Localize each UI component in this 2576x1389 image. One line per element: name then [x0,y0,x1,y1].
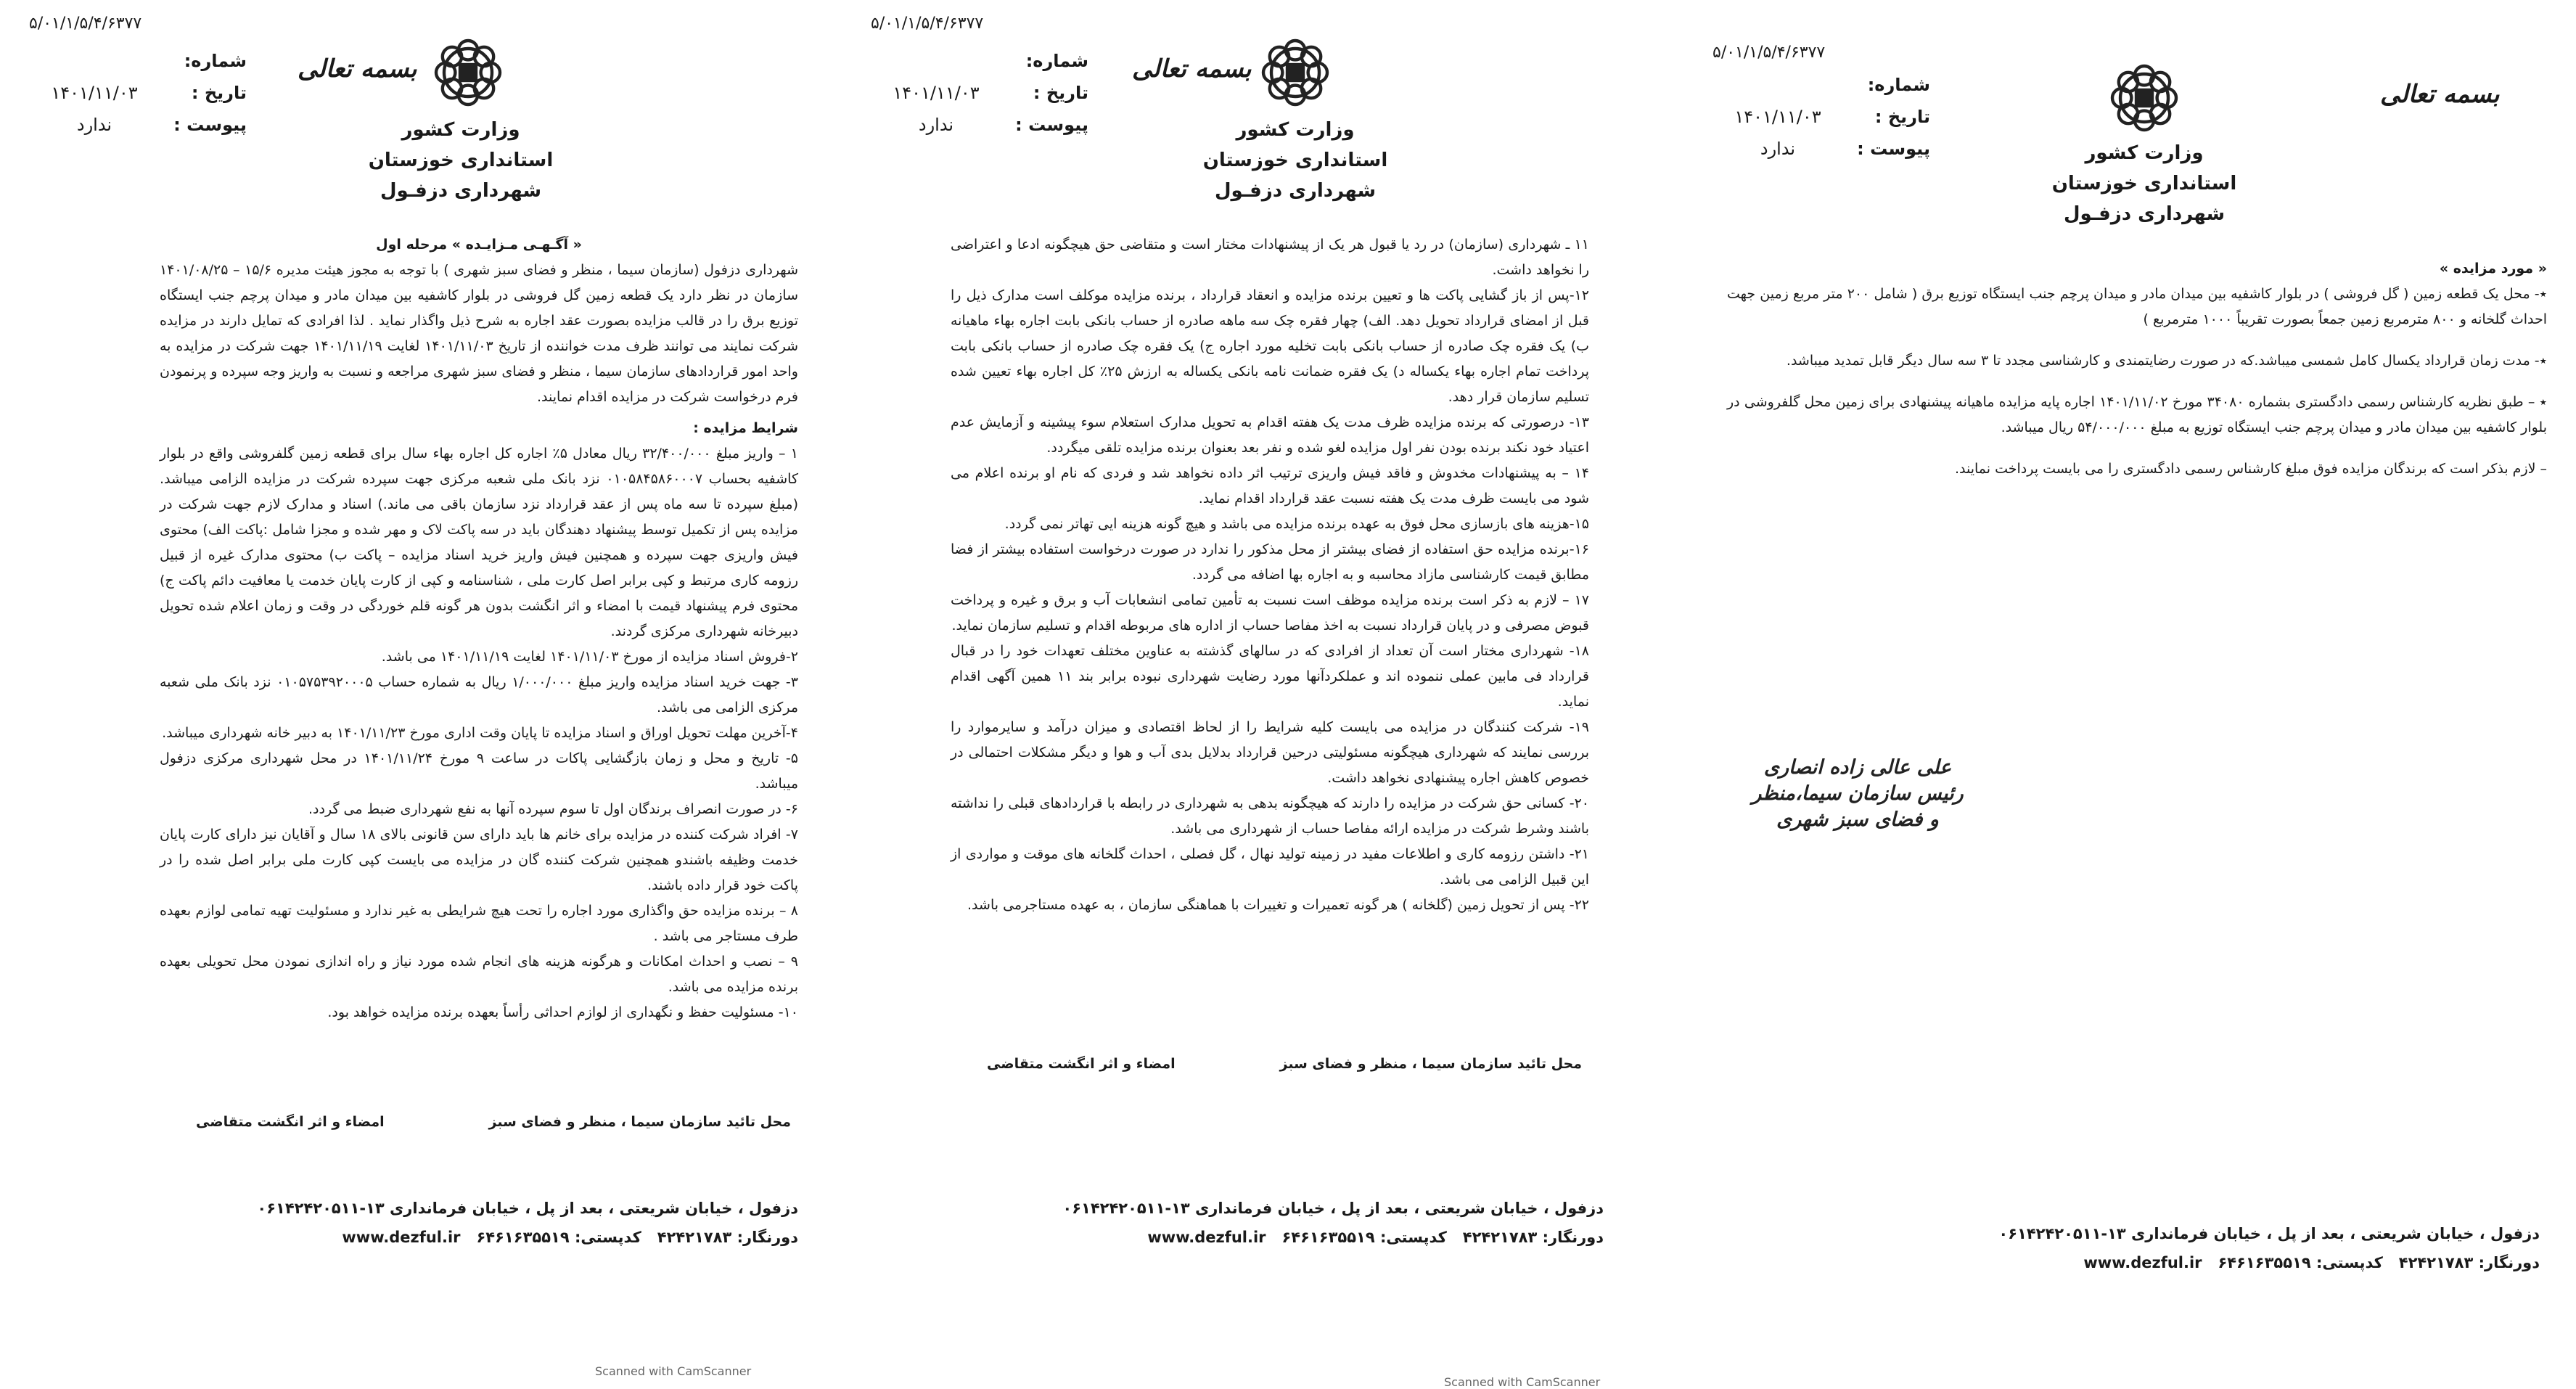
condition-item: ۱ – واریز مبلغ ۳۲/۴۰۰/۰۰۰ ریال معادل ۵٪ اجاره کل اجاره بهاء سال برای قطعه زمین گلفروشی واقع در بلوار کاشفیه بحساب ۰۱۰۵۸۴۵۸۶۰۰۰۷ نزد بانک ملی شعبه مرکزی جهت سپرده شرکت در مزایده الزامی میباشد.(مبلغ سپرده تا سه ماه پس از عقد قرارداد نزد سازمان باقی می ماند.) اسناد و مدارک لازم جهت شرکت در مزایده پس از تکمیل توسط پیشنهاد دهندگان باید در سه پاکت لاک و مهر شده و مجزا شامل :پاکت الف) محتوی فیش واریزی جهت سپرده و همچنین فیش واریز خرید اسناد مزایده – پاکت ب) محتوی مدارک غیره از قبیل رزومه کاری مرتبط و کپی برابر اصل کارت ملی ، شناسنامه و کپی از کارت پایان خدمت یا معافیت دائم پاکت ج) محتوی فرم پیشنهاد قیمت با امضاء و اثر انگشت بدون هر گونه قلم خوردگی در وقت و زمان اعلام شده تحویل دبیرخانه شهرداری مرکزی گردند. [160,446,798,639]
conditions-title: شرایط مزایده : [693,420,798,436]
condition-item: ۲۲- پس از تحویل زمین (گلخانه ) هر گونه تعمیرات و تغییرات با هماهنگی سازمان ، به عهده مستاجرمی باشد. [967,897,1589,913]
website-link[interactable]: www.dezful.ir [2083,1254,2202,1271]
condition-item: ۱۵-هزینه های بازسازی محل فوق به عهده برنده مزایده می باشد و هیچ گونه هزینه ایی تهاتر نمی گردد. [1004,516,1589,532]
applicant-signature-place: امضاء و اثر انگشت متقاضی [987,1056,1176,1072]
letter-meta: شماره: تاریخ :۱۴۰۱/۱۱/۰۳ پیوست :ندارد [51,51,247,135]
municipality-logo-icon [2104,58,2184,141]
condition-item: ۲۰- کسانی حق شرکت در مزایده را دارند که هیچگونه بدهی به شهرداری در رابطه با قراردادهای قبلی را نداشته باشند وشرط شرکت در مزایده ارائه مفاصا حساب از شهرداری می باشد. [951,795,1589,837]
footer-address: دزفول ، خیابان شریعتی ، بعد از پل ، خیابان فرمانداری ۱۳-۰۶۱۴۲۴۲۰۵۱۱ [257,1200,798,1217]
handwritten-signature: علی عالی زاده انصاری رئیس سازمان سیما،منظر و فضای سبز شهری [1752,756,1964,831]
condition-item: ۱۲-پس از باز گشایی پاکت ها و تعیین برنده مزایده و انعقاد قرارداد ، برنده مزایده موکلف است مدارک ذیل را قبل از امضای قرارداد تحویل دهد. الف) چهار فقره چک سه ماهه صادره از حساب بانکی بابت اجاره بهاء ماهیانه ب) یک فقره چک صادره از حساب بانکی بابت تخلیه مورد اجاره ج) یک فقره چک صادره از حساب بانکی بابت پرداخت تمام اجاره بهاء یکساله د) یک فقره ضمانت نامه بانکی یکساله به ارزش ۲۵٪ کل اجاره بهاء تعیین شده تسلیم سازمان قرار دهد. [951,287,1590,405]
postal-code: ۶۴۶۱۶۳۵۵۱۹ [2218,1254,2311,1271]
letter-footer: دزفول ، خیابان شریعتی ، بعد از پل ، خیابان فرمانداری ۱۳-۰۶۱۴۲۴۲۰۵۱۱ دورنگار: ۴۲۴۲۱۷۸۳ کدپستی: ۶۴۶۱۶۳۵۵۱۹ www.dezful.ir [218,1194,798,1252]
approval-place: محل تائید سازمان سیما ، منظر و فضای سبز [488,1114,791,1130]
footer-address: دزفول ، خیابان شریعتی ، بعد از پل ، خیابان فرمانداری ۱۳-۰۶۱۴۲۴۲۰۵۱۱ [1062,1200,1604,1217]
fax-number: ۴۲۴۲۱۷۸۳ [657,1229,732,1246]
condition-item: ۱۱ ـ شهرداری (سازمان) در رد یا قبول هر یک از پیشنهادات مختار است و متقاضی حق هیچگونه ادعا و اعتراضی را نخواهد داشت. [951,237,1589,278]
signature-row [987,1056,1582,1072]
fax-number: ۴۲۴۲۱۷۸۳ [2398,1254,2474,1271]
condition-item: ۷- افراد شرکت کننده در مزایده برای خانم ها باید دارای سن قانونی بالای ۱۸ سال و آقایان نیز دارای کارت پایان خدمت وظیفه باشندو همچنین شرکت کننده گان در مزایده می بایست کپی کارت ملی برابر اصل شده را در پاکت خود قرار داده باشند. [160,827,798,893]
subject-heading: « مورد مزایده » [2439,261,2547,276]
approval-place: محل تائید سازمان سیما ، منظر و فضای سبز [1279,1056,1582,1072]
bismillah-heading: بسمه تعالی [2380,80,2500,109]
condition-item: ۱۷ – لازم به ذکر است برنده مزایده موظف است نسبت به تأمین تمامی انشعابات آب و برق و غیره و پرداخت قبوض مصرفی و در پایان قرارداد نسبت به اخذ مفاصا حساب از اداره های مربوطه اقدام و تسلیم سازمان نماید. [951,592,1589,634]
letter-footer: دزفول ، خیابان شریعتی ، بعد از پل ، خیابان فرمانداری ۱۳-۰۶۱۴۲۴۲۰۵۱۱ دورنگار: ۴۲۴۲۱۷۸۳ کدپستی: ۶۴۶۱۶۳۵۵۱۹ www.dezful.ir [1016,1194,1604,1252]
auction-subject-body [1727,250,2547,482]
scanner-watermark: Scanned with CamScanner [1444,1375,1601,1389]
condition-item: ۶- در صورت انصراف برندگان اول تا سوم سپرده آنها به نفع شهرداری ضبط می گردد. [308,801,798,817]
organization-name: وزارت کشور استانداری خوزستان شهرداری دزفـول [368,119,554,202]
bismillah-heading: بسمه تعالی [298,54,417,83]
letter-footer: دزفول ، خیابان شریعتی ، بعد از پل ، خیابان فرمانداری ۱۳-۰۶۱۴۲۴۲۰۵۱۱ دورنگار: ۴۲۴۲۱۷۸۳ کدپستی: ۶۴۶۱۶۳۵۵۱۹ www.dezful.ir [1901,1219,2540,1277]
municipality-logo-icon [1255,33,1335,115]
document-page-1 [15,0,849,1384]
condition-item: ۲-فروش اسناد مزایده از مورخ ۱۴۰۱/۱۱/۰۳ لغایت ۱۴۰۱/۱۱/۱۹ می باشد. [381,649,798,665]
subject-item: ٭ – طبق نظریه کارشناس رسمی دادگستری بشماره ۳۴۰۸۰ مورخ ۱۴۰۱/۱۱/۰۲ اجاره پایه مزایده ماهیانه پیشنهادی برای زمین محل گلفروشی در بلوار کاشفیه بین میدان مادر و میدان پرچم جنب ایستگاه توزیع به مبلغ ۵۴/۰۰۰/۰۰۰ ریال میباشد. [1727,394,2547,435]
condition-item: ۲۱- داشتن رزومه کاری و اطلاعات مفید در زمینه تولید نهال ، گل فصلی ، احداث گلخانه های موقت و مواردی از این قبیل الزامی می باشد. [951,846,1589,888]
reference-number: ۵/۰۱/۱/۵/۴/۶۳۷۷ [871,15,984,33]
municipality-logo-icon [428,33,508,115]
condition-item: ۱۰- مسئولیت حفظ و نگهداری از لوازم احداثی رأساً بعهده برنده مزایده خواهد بود. [327,1004,798,1020]
subject-item: ٭- مدت زمان قرارداد یکسال کامل شمسی میباشد.که در صورت رضایتمندی و کارشناسی مجدد تا ۳ سه سال دیگر قابل تمدید میباشد. [1786,353,2547,369]
condition-item: ۱۹- شرکت کنندگان در مزایده می بایست کلیه شرایط را از لحاظ اقتصادی و میزان درآمد و سایرموارد را بررسی نمایند که شهرداری هیچگونه مسئولیتی درحین قرارداد بدلایل بدی آب و هوا و دیگر مشکلات احتمالی در خصوص کاهش اجاره پیشنهادی نخواهد داشت. [951,719,1589,786]
condition-item: ۱۳- درصورتی که برنده مزایده ظرف مدت یک هفته اقدام به تحویل مدارک استعلام سوء پیشینه و آزمایش عدم اعتیاد خود نکند برنده بودن نفر اول مزایده لغو شده و نفر بعد بعنوان برنده مزایده تلقی میگردد. [951,414,1589,456]
postal-code: ۶۴۶۱۶۳۵۵۱۹ [1281,1229,1375,1246]
applicant-signature-place: امضاء و اثر انگشت متقاضی [196,1114,385,1130]
bismillah-heading: بسمه تعالی [1132,54,1252,83]
reference-number: ۵/۰۱/۱/۵/۴/۶۳۷۷ [1712,44,1826,62]
condition-item: ۱۴ – به پیشنهادات مخدوش و فاقد فیش واریزی ترتیب اثر داده نخواهد شد و فردی که نام او برنده اعلام می شود می بایست ظرف مدت یک هفته نسبت عقد قرارداد اقدام نماید. [951,465,1589,507]
website-link[interactable]: www.dezful.ir [342,1229,461,1246]
condition-item: ۳- جهت خرید اسناد مزایده واریز مبلغ ۱/۰۰۰/۰۰۰ ریال به شماره حساب ۰۱۰۵۷۵۳۹۲۰۰۰۵ نزد بانک ملی شعبه مرکزی الزامی می باشد. [160,674,798,716]
letter-meta: شماره: تاریخ :۱۴۰۱/۱۱/۰۳ پیوست :ندارد [893,51,1088,135]
website-link[interactable]: www.dezful.ir [1147,1229,1266,1246]
signature-row [196,1114,791,1130]
auction-conditions-continued [951,232,1589,918]
notice-heading: « آگـهـی مـزایـده » مرحله اول [376,237,582,253]
subject-item: ٭- محل یک قطعه زمین ( گل فروشی ) در بلوار کاشفیه بین میدان مادر و میدان پرچم جنب ایستگاه توزیع برق ( شامل ۲۰۰ متر مربع زمین جهت احداث گلخانه و ۸۰۰ مترمربع زمین جمعاً بصورت تقریباً ۱۰۰۰ مترمربع ) [1727,286,2547,327]
letter-meta: شماره: تاریخ :۱۴۰۱/۱۱/۰۳ پیوست :ندارد [1734,75,1930,159]
scanner-watermark: Scanned with CamScanner [595,1364,752,1378]
reference-number: ۵/۰۱/۱/۵/۴/۶۳۷۷ [29,15,142,33]
condition-item: ۱۶-برنده مزایده حق استفاده از فضای بیشتر از محل مذکور را ندارد در صورت درخواست استفاده بیشتر از فضا مطابق قیمت کارشناسی مازاد محاسبه و به اجاره بها اضافه می گردد. [951,541,1589,583]
fax-number: ۴۲۴۲۱۷۸۳ [1462,1229,1538,1246]
organization-name: وزارت کشور استانداری خوزستان شهرداری دزفـول [2051,142,2237,225]
condition-item: ۴-آخرین مهلت تحویل اوراق و اسناد مزایده تا پایان وقت اداری مورخ ۱۴۰۱/۱۱/۲۳ به دبیر خانه شهرداری میباشد. [162,725,798,741]
auction-notice-body [160,232,798,1025]
notice-intro: شهرداری دزفول (سازمان سیما ، منظر و فضای سبز شهری ) با توجه به مجوز هیئت مدیره ۱۵/۶ – ۱۴۰۱/۰۸/۲۵ سازمان در نظر دارد یک قطعه زمین گل فروشی در بلوار کاشفیه بین میدان مادر و میدان پرچم جنب ایستگاه توزیع برق را در قالب مزایده بصورت عقد اجاره به شرح ذیل واگذار نماید . لذا افرادی که تمایل دارند در مزایده شرکت نمایند می توانند ظرف مدت خواننده از تاریخ ۱۴۰۱/۱۱/۰۳ لغایت ۱۴۰۱/۱۱/۱۹ جهت شرکت در مزایده به واحد امور قراردادهای سازمان سیما ، منظر و فضای سبز شهری مراجعه و نسبت به واریز وجه سپرده و پرنمودن فرم درخواست شرکت در مزایده اقدام نمایند. [159,262,798,405]
footer-address: دزفول ، خیابان شریعتی ، بعد از پل ، خیابان فرمانداری ۱۳-۰۶۱۴۲۴۲۰۵۱۱ [1998,1225,2540,1242]
organization-name: وزارت کشور استانداری خوزستان شهرداری دزفـول [1202,119,1388,202]
condition-item: ۵- تاریخ و محل و زمان بازگشایی پاکات در ساعت ۹ مورخ ۱۴۰۱/۱۱/۲۴ در محل شهرداری مرکزی دزفول میباشد. [160,750,798,792]
subject-item: – لازم بذکر است که برندگان مزایده فوق مبلغ کارشناس رسمی دادگستری را می بایست پرداخت نمایند. [1954,461,2547,477]
condition-item: ۱۸- شهرداری مختار است آن تعداد از افرادی که در سالهای گذشته به عناوین مختلف تعهدات خود را در قبال قرارداد فی مابین عملی ننموده اند و عملکردآنها مورد رضایت شهرداری نبوده برابر بند ۱۱ همین آگهی اقدام نماید. [951,643,1589,710]
document-page-3 [1698,0,2569,1384]
document-page-2 [856,0,1691,1389]
condition-item: ۸ – برنده مزایده حق واگذاری مورد اجاره را تحت هیچ شرایطی به غیر ندارد و مسئولیت تهیه تمامی لوازم بعهده طرف مستاجر می باشد . [160,903,798,944]
condition-item: ۹ – نصب و احداث امکانات و هرگونه هزینه های انجام شده مورد نیاز و راه اندازی نمودن محل تحویلی بعهده برنده مزایده می باشد. [160,954,798,995]
postal-code: ۶۴۶۱۶۳۵۵۱۹ [476,1229,570,1246]
